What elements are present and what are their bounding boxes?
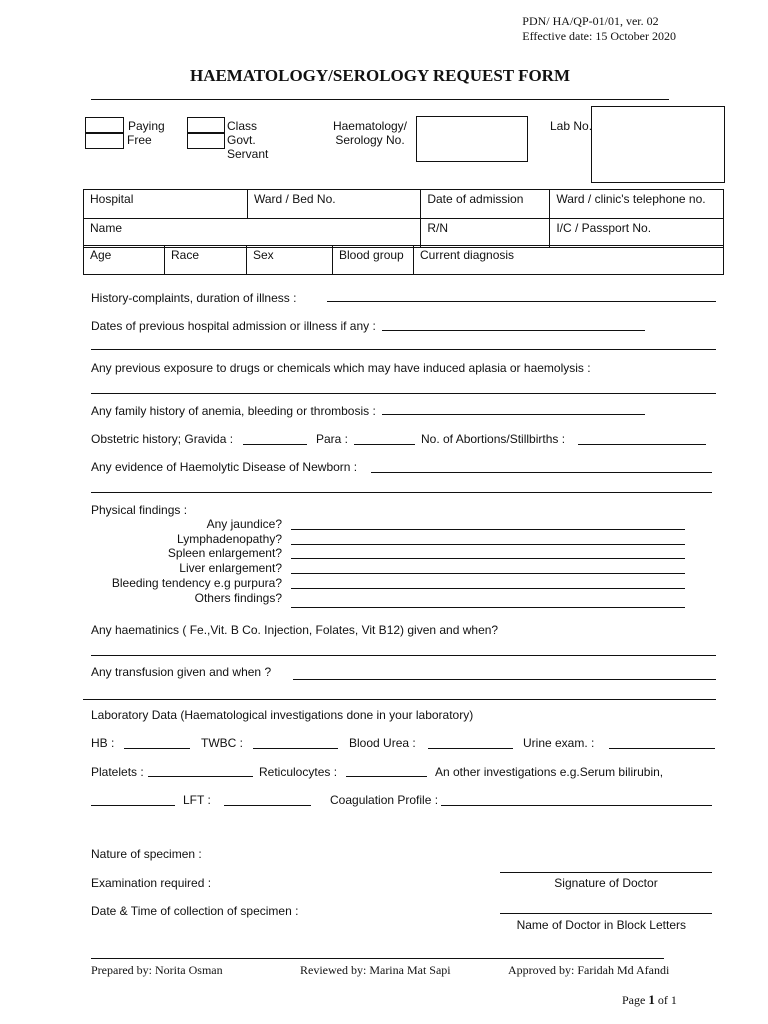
coagulation-field[interactable] <box>441 805 712 806</box>
lft-label: LFT : <box>183 793 211 807</box>
doctor-signature-field[interactable] <box>500 872 712 873</box>
twbc-label: TWBC : <box>201 736 243 750</box>
haematology-no-field[interactable] <box>416 116 528 162</box>
family-history-field[interactable] <box>382 414 645 415</box>
free-checkbox[interactable] <box>85 133 124 149</box>
exposure-label: Any previous exposure to drugs or chemicals which may have induced aplasia or haemolysis : <box>91 361 591 375</box>
exposure-field[interactable] <box>91 393 716 394</box>
haematology-no-label: Haematology/ Serology No. <box>332 119 408 147</box>
ward-bed-cell[interactable]: Ward / Bed No. <box>248 190 421 219</box>
transfusion-field[interactable] <box>293 679 716 680</box>
patient-info-table <box>83 189 724 248</box>
haematinics-field[interactable] <box>91 655 716 656</box>
urine-exam-label: Urine exam. : <box>523 736 595 750</box>
liver-field[interactable] <box>291 573 685 574</box>
lab-no-label: Lab No. <box>550 119 593 133</box>
name-doctor-label: Name of Doctor in Block Letters <box>516 918 686 932</box>
liver-label: Liver enlargement? <box>179 561 282 575</box>
para-field[interactable] <box>354 444 415 445</box>
history-label: History-complaints, duration of illness : <box>91 291 297 305</box>
coagulation-label: Coagulation Profile : <box>330 793 439 807</box>
others-findings-field[interactable] <box>291 607 685 608</box>
signature-doctor-label: Signature of Doctor <box>554 876 658 890</box>
history-field[interactable] <box>327 301 716 302</box>
spleen-label: Spleen enlargement? <box>167 546 282 560</box>
govt-label: Govt. <box>227 133 256 147</box>
nature-specimen-label: Nature of specimen : <box>91 847 202 861</box>
paying-checkbox[interactable] <box>85 117 124 133</box>
lft-field[interactable] <box>224 805 311 806</box>
hb-label: HB : <box>91 736 115 750</box>
collection-datetime-label: Date & Time of collection of specimen : <box>91 904 299 918</box>
doctor-name-field[interactable] <box>500 913 712 914</box>
hospital-cell[interactable]: Hospital <box>84 190 248 219</box>
others-findings-label: Others findings? <box>194 591 282 605</box>
document-reference <box>522 14 676 44</box>
class-checkbox[interactable] <box>187 117 225 133</box>
ic-passport-cell[interactable]: I/C / Passport No. <box>550 219 724 248</box>
other-investigations-field[interactable] <box>91 805 175 806</box>
effective-date: Effective date: 15 October 2020 <box>522 29 676 43</box>
gravida-field[interactable] <box>243 444 307 445</box>
jaundice-label: Any jaundice? <box>206 517 282 531</box>
family-history-label: Any family history of anemia, bleeding or thrombosis : <box>91 404 376 418</box>
lymphadenopathy-field[interactable] <box>291 544 685 545</box>
patient-demographics-table <box>83 245 724 275</box>
bleeding-label: Bleeding tendency e.g purpura? <box>111 576 282 590</box>
examination-required-label: Examination required : <box>91 876 212 890</box>
transfusion-label: Any transfusion given and when ? <box>91 665 272 679</box>
bleeding-field[interactable] <box>291 588 685 589</box>
reticulocytes-label: Reticulocytes : <box>259 765 338 779</box>
lab-data-heading: Laboratory Data (Haematological investigations done in your laboratory) <box>91 708 474 722</box>
reviewed-by: Reviewed by: Marina Mat Sapi <box>300 963 451 977</box>
previous-admission-field[interactable] <box>382 330 645 331</box>
reticulocytes-field[interactable] <box>346 776 427 777</box>
current-diagnosis-cell[interactable]: Current diagnosis <box>414 246 724 275</box>
platelets-label: Platelets : <box>91 765 144 779</box>
platelets-field[interactable] <box>148 776 253 777</box>
blood-group-cell[interactable]: Blood group <box>333 246 414 275</box>
paying-label: Paying <box>128 119 165 133</box>
previous-admission-label: Dates of previous hospital admission or illness if any : <box>91 319 376 333</box>
free-label: Free <box>127 133 152 147</box>
abortions-label: No. of Abortions/Stillbirths : <box>421 432 566 446</box>
rn-cell[interactable]: R/N <box>421 219 550 248</box>
document-code: PDN/ HA/QP-01/01, ver. 02 <box>522 14 659 28</box>
other-investigations-label: An other investigations e.g.Serum bilirubin, <box>435 765 664 779</box>
para-label: Para : <box>316 432 349 446</box>
jaundice-field[interactable] <box>291 529 685 530</box>
hdn-field-2[interactable] <box>91 492 712 493</box>
footer-divider <box>91 958 664 959</box>
twbc-field[interactable] <box>253 748 338 749</box>
lab-no-field[interactable] <box>591 106 725 183</box>
blood-urea-field[interactable] <box>428 748 513 749</box>
race-cell[interactable]: Race <box>165 246 247 275</box>
hb-field[interactable] <box>124 748 190 749</box>
obstetric-label: Obstetric history; Gravida : <box>91 432 234 446</box>
form-title: HAEMATOLOGY/SEROLOGY REQUEST FORM <box>189 66 571 85</box>
ward-phone-cell[interactable]: Ward / clinic's telephone no. <box>550 190 724 219</box>
blood-urea-label: Blood Urea : <box>349 736 416 750</box>
approved-by: Approved by: Faridah Md Afandi <box>508 963 670 977</box>
prepared-by: Prepared by: Norita Osman <box>91 963 223 977</box>
servant-label: Servant <box>227 147 269 161</box>
section-divider <box>83 699 716 700</box>
page-number: Page 1 of 1 <box>622 992 677 1007</box>
abortions-field[interactable] <box>578 444 706 445</box>
sex-cell[interactable]: Sex <box>247 246 333 275</box>
date-admission-cell[interactable]: Date of admission <box>421 190 550 219</box>
hdn-field[interactable] <box>371 472 712 473</box>
urine-exam-field[interactable] <box>609 748 715 749</box>
age-cell[interactable]: Age <box>84 246 165 275</box>
govt-servant-checkbox[interactable] <box>187 133 225 149</box>
title-divider <box>91 99 669 100</box>
class-label: Class <box>227 119 258 133</box>
spleen-field[interactable] <box>291 558 685 559</box>
name-cell[interactable]: Name <box>84 219 421 248</box>
hdn-label: Any evidence of Haemolytic Disease of Newborn : <box>91 460 358 474</box>
physical-findings-label: Physical findings : <box>91 503 188 517</box>
lymphadenopathy-label: Lymphadenopathy? <box>177 532 282 546</box>
previous-admission-field-2[interactable] <box>91 349 716 350</box>
haematinics-label: Any haematinics ( Fe.,Vit. B Co. Injection, Folates, Vit B12) given and when? <box>91 623 499 637</box>
